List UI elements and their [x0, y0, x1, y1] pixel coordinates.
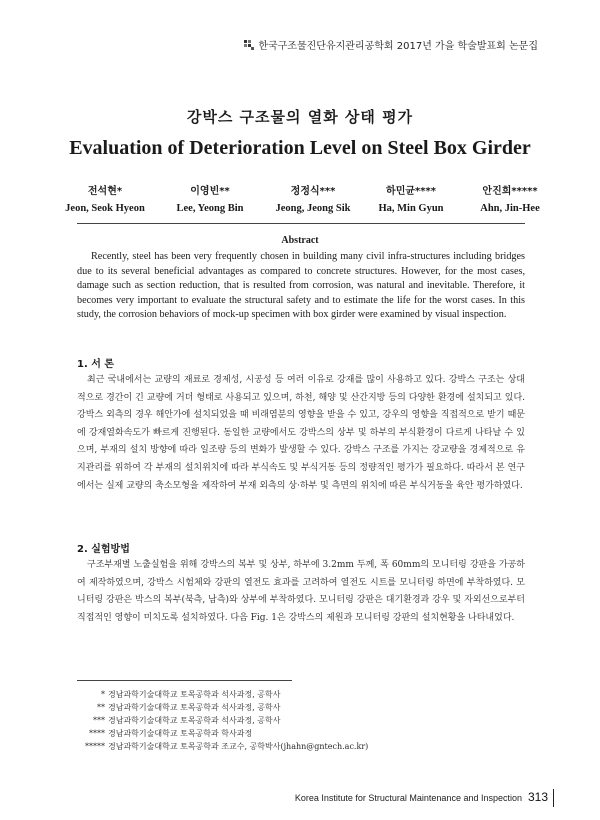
footnote-5-mark: *****: [85, 742, 105, 751]
footnote-4-mark: ****: [89, 729, 105, 738]
author-2-korean: 이영빈**: [190, 186, 230, 197]
author-4-korean: 하민균****: [386, 186, 436, 197]
footnote-1-text: 경남과학기술대학교 토목공학과 석사과정, 공학사: [108, 690, 281, 699]
author-1: [50, 182, 160, 214]
footnote-3-text: 경남과학기술대학교 토목공학과 석사과정, 공학사: [108, 716, 281, 725]
author-3: [258, 182, 368, 214]
footnote-2-mark: **: [97, 703, 105, 712]
footnote-5: [77, 740, 497, 753]
author-2: [155, 182, 265, 214]
footnote-3: [77, 714, 497, 727]
footnote-divider: [77, 680, 292, 681]
title-english: Evaluation of Deterioration Level on Steel Box Girder: [69, 137, 531, 159]
title-korean: 강박스 구조물의 열화 상태 평가: [186, 108, 414, 126]
journal-logo-icon: [244, 40, 254, 50]
footer-society: Korea Institute for Structural Maintenance and Inspection: [294, 793, 522, 803]
footnote-1: [77, 688, 497, 701]
footnote-4: [77, 727, 497, 740]
author-3-korean: 정정식***: [290, 186, 336, 197]
footer-divider: [553, 789, 554, 807]
footnote-3-mark: ***: [93, 716, 105, 725]
abstract-text: Recently, steel has been very frequently chosen in building many civil infra-structures including bridges due to its several beneficial advantages as compared to concrete structures. However, for the most cases, damage such as section reduction, that is resulted from corrosion, was natural and inevitable. Therefore, it becomes very important to evaluate the structural safety and to estimate the life for the worst cases. In this study, the corrosion behaviors of mock-up specimen with box girder were examined by visual inspection.: [77, 251, 525, 321]
author-3-english: Jeong, Jeong Sik: [275, 203, 351, 214]
author-1-english: Jeon, Seok Hyeon: [65, 203, 145, 214]
author-5-english: Ahn, Jin-Hee: [480, 203, 540, 214]
footnote-1-mark: *: [101, 690, 105, 699]
title-divider: [77, 223, 525, 224]
footnotes: [77, 688, 497, 753]
footnote-5-text: 경남과학기술대학교 토목공학과 조교수, 공학박사(jhahn@gntech.ac.kr): [108, 742, 369, 751]
section-2-heading: 2. 실험방법: [77, 544, 130, 555]
footnote-2: [77, 701, 497, 714]
running-header: [244, 37, 538, 52]
author-2-english: Lee, Yeong Bin: [176, 203, 244, 214]
conference-name: 한국구조물진단유지관리공학회 2017년 가을 학술발표회 논문집: [258, 41, 538, 52]
author-4: [356, 182, 466, 214]
footnote-2-text: 경남과학기술대학교 토목공학과 석사과정, 공학사: [108, 703, 281, 712]
section-1-text: 최근 국내에서는 교량의 재료로 경제성, 시공성 등 여러 이유로 강재를 많이 사용하고 있다. 강박스 구조는 상대적으로 경간이 긴 교량에 거더 형태로 사용되고 있으며, 하천, 해양 및 산간지방 등의 다양한 환경에 설치되고 있다. 강박스 외측의 경우 해안가에 설치되었을 때 비래염분의 영향을 받을 수 있고, 강우의 영향을 직접적으로 받기 때문에 강재열화속도가 빠르게 진행된다. 동일한 교량에서도 강박스의 상부 및 하부의 부식환경이 다르게 나타날 수 있으며, 부재의 설치 방향에 따라 일조량 등의 변화가 발생할 수 있다. 강박스 구조를 가지는 강교량을 경제적으로 유지관리를 위하여 각 부재의 설치위치에 따라 부식속도 및 부식거동 등의 정량적인 평가가 필요하다. 따라서 본 연구에서는 실제 교량의 축소모형을 제작하여 부재 외측의 상·하부 및 측면의 위치에 따른 부식거동을 육안 평가하였다.: [77, 375, 525, 491]
section-2-text: 구조부재별 노출실험을 위해 강박스의 복부 및 상부, 하부에 3.2mm 두께, 폭 60mm의 모니터링 강판을 가공하여 제작하였으며, 강박스 시험체와 강판의 열전도 효과를 고려하여 열전도 시트를 모니터링 하면에 부착하였다. 모니터링 강판은 박스의 복부(북측, 남측)와 상부에 부착하였다. 모니터링 강판은 대기환경과 강우 및 자외선으로부터 직접적인 영향이 미치도록 설치하였다. 다음 Fig. 1은 강박스의 제원과 모니터링 강판의 설치현황을 나타내었다.: [77, 560, 525, 623]
author-4-english: Ha, Min Gyun: [378, 203, 444, 214]
abstract-heading: Abstract: [281, 235, 319, 246]
page-number: 313: [527, 790, 548, 804]
section-1-heading: 1. 서 론: [77, 359, 115, 370]
author-1-korean: 전석현*: [87, 186, 123, 197]
footnote-4-text: 경남과학기술대학교 토목공학과 학사과정: [108, 729, 253, 738]
author-5-korean: 안진희*****: [482, 186, 538, 197]
author-5: [455, 182, 565, 214]
